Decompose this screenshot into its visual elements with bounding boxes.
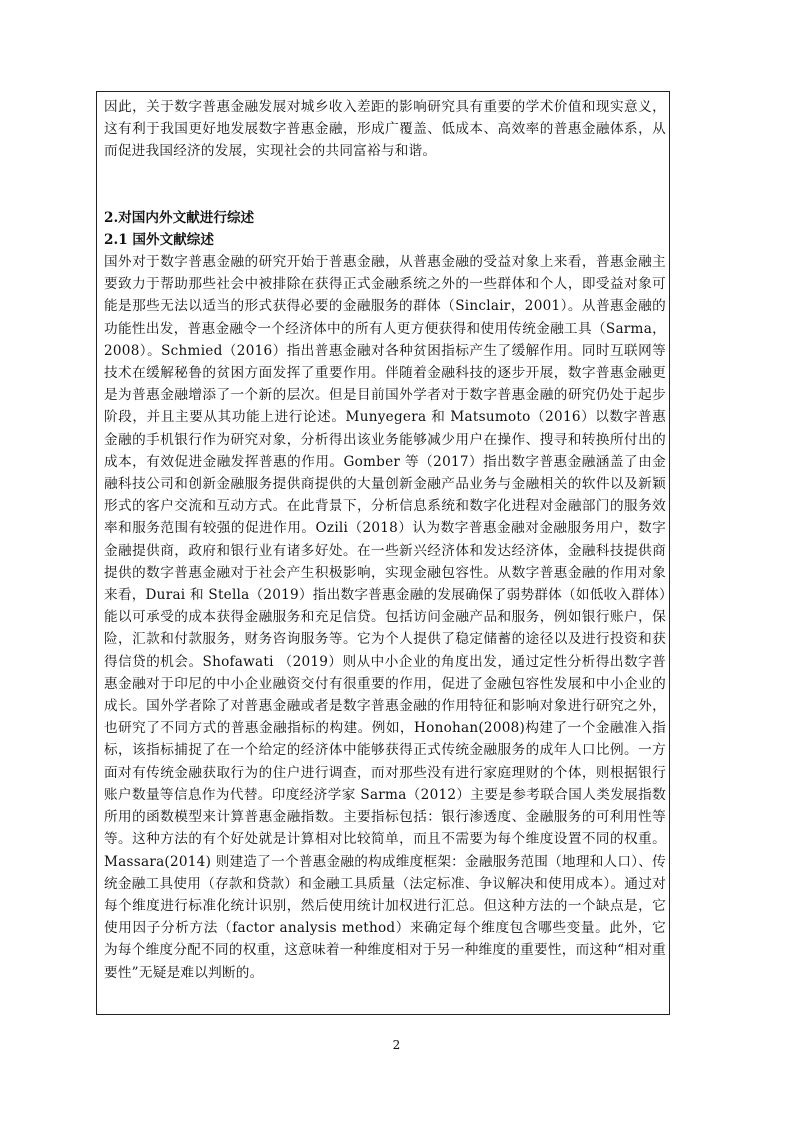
section-heading: 2.对国内外文献进行综述	[104, 209, 255, 226]
literature-review-paragraph: 国外对于数字普惠金融的研究开始于普惠金融，从普惠金融的受益对象上来看，普惠金融主要致力于帮助那些社会中被排除在获得正式金融系统之外的一些群体和个人，即受益对象可能是那些无法以适当的形式获得必要的金融服务的群体（Sinclair，2001）。从普惠金融的功能性出发，普惠金融令一个经济体中的所有人更方便获得和使用传统金融工具（Sarma，2008）。Schmied（2016）指出普惠金融对各种贫困指标产生了缓解作用。同时互联网等技术在缓解秘鲁的贫困方面发挥了重要作用。伴随着金融科技的逐步开展，数字普惠金融更是为普惠金融增添了一个新的层次。但是目前国外学者对于数字普惠金融的研究仍处于起步阶段，并且主要从其功能上进行论述。Munyegera 和 Matsumoto（2016）以数字普惠金融的手机银行作为研究对象，分析得出该业务能够减少用户在操作、搜寻和转换所付出的成本，有效促进金融发挥普惠的作用。Gomber 等（2017）指出数字普惠金融涵盖了由金融科技公司和创新金融服务提供商提供的大量创新金融产品业务与金融相关的软件以及新颖形式的客户交流和互动方式。在此背景下，分析信息系统和数字化进程对金融部门的服务效率和服务范围有较强的促进作用。Ozili（2018）认为数字普惠金融对金融服务用户，数字金融提供商，政府和银行业有诸多好处。在一些新兴经济体和发达经济体，金融科技提供商提供的数字普惠金融对于社会产生积极影响，实现金融包容性。从数字普惠金融的作用对象来看，Durai 和 Stella（2019）指出数字普惠金融的发展确保了弱势群体（如低收入群体）能以可承受的成本获得金融服务和充足信贷。包括访问金融产品和服务，例如银行账户，保险，汇款和付款服务，财务咨询服务等。它为个人提供了稳定储蓄的途径以及进行投资和获得信贷的机会。Shofawati （2019）则从中小企业的角度出发，通过定性分析得出数字普惠金融对于印尼的中小企业融资交付有很重要的作用，促进了金融包容性发展和中小企业的成长。国外学者除了对普惠金融或者是数字普惠金融的作用特征和影响对象进行研究之外，也研究了不同方式的普惠金融指标的构建。例如，Honohan(2008)构建了一个金融准入指标，该指标捕捉了在一个给定的经济体中能够获得正式传统金融服务的成年人口比例。一方面对有传统金融获取行为的住户进行调查，而对那些没有进行家庭理财的个体，则根据银行账户数量等信息作为代替。印度经济学家 Sarma（2012）主要是参考联合国人类发展指数所用的函数模型来计算普惠金融指数。主要指标包括：银行渗透度、金融服务的可利用性等等。这种方法的有个好处就是计算相对比较简单，而且不需要为每个维度设置不同的权重。Massara(2014) 则建造了一个普惠金融的构成维度框架：金融服务范围（地理和人口）、传统金融工具使用（存款和贷款）和金融工具质量（法定标准、争议解决和使用成本）。通过对每个维度进行标准化统计识别，然后使用统计加权进行汇总。但这种方法的一个缺点是，它使用因子分析方法（factor analysis method）来确定每个维度包含哪些变量。此外，它为每个维度分配不同的权重，这意味着一种维度相对于另一种维度的重要性，而这种“相对重要性”无疑是难以判断的。	[104, 254, 666, 981]
blank-line	[104, 163, 666, 207]
page-number: 2	[392, 1038, 401, 1052]
subsection-heading: 2.1 国外文献综述	[104, 231, 214, 248]
intro-paragraph: 因此，关于数字普惠金融发展对城乡收入差距的影响研究具有重要的学术价值和现实意义，这有利于我国更好地发展数字普惠金融，形成广覆盖、低成本、高效率的普惠金融体系，从而促进我国经济的发展，实现社会的共同富裕与和谐。	[104, 99, 666, 160]
cell-content	[104, 96, 666, 984]
